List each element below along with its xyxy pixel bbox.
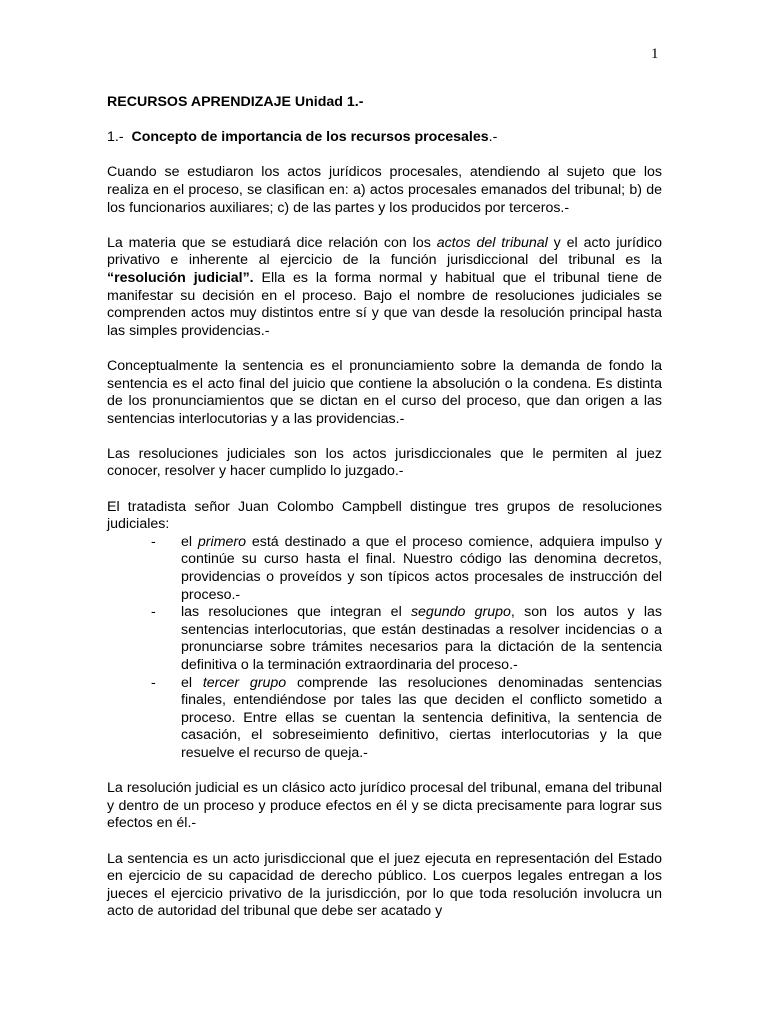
section-title-text: Concepto de importancia de los recursos procesales [131, 129, 489, 146]
list-dash: - [151, 533, 156, 550]
page-number: 1 [651, 46, 659, 62]
emphasis-primero: primero [197, 533, 247, 550]
emphasis-segundo-grupo: segundo grupo [410, 604, 511, 621]
paragraph-resoluciones-actos: Las resoluciones judiciales son los actos jurisdiccionales que le permiten al juez conocer, resolver y hacer cumplido lo juzgado.- [107, 445, 662, 480]
list-item [107, 604, 662, 674]
text-run: las resoluciones que integran el [181, 604, 411, 621]
emphasis-actos-del-tribunal: actos del tribunal [436, 234, 548, 251]
emphasis-resolucion-judicial: “resolución judicial”. [107, 269, 254, 286]
list-item [107, 675, 662, 763]
text-run: y el acto jurídico privativo e inherente al ejercicio de la función jurisdiccional del tribunal es la [107, 234, 662, 269]
text-run: el [181, 674, 203, 691]
text-run: comprende las resoluciones denominadas sentencias finales, entendiéndose por tales las que deciden el conflicto sometido a proceso. Entre ellas se cuentan la sentencia definitiva, la sentencia de casación, el sobreseimiento definitivo, ciertas interlocutorias y la que resuelve el recurso de queja.- [181, 674, 662, 761]
text-run: está destinado a que el proceso comience, adquiera impulso y continúe su curso hasta el final. Nuestro código las denomina decretos, providencias o proveídos y son típicos actos procesales de instrucción del proceso.- [181, 533, 663, 603]
section-number: 1.- [107, 129, 124, 146]
paragraph-resolucion-acto-juridico: La resolución judicial es un clásico acto jurídico procesal del tribunal, emana del tribunal y dentro de un proceso y produce efectos en él y se dicta precisamente para lograr sus efectos en él.- [107, 780, 662, 832]
text-run: , son los autos y las sentencias interlocutorias, que están destinadas a resolver incidencias o a pronunciarse sobre trámites necesarios para la dictación de la sentencia definitiva o la terminación extraordinaria del proceso.- [181, 604, 662, 673]
resoluciones-groups-list [107, 534, 662, 763]
document-heading: RECURSOS APRENDIZAJE Unidad 1.- [107, 94, 364, 110]
paragraph-actos-procesales: Cuando se estudiaron los actos jurídicos procesales, atendiendo al sujeto que los realiza en el proceso, se clasifican en: a) actos procesales emanados del tribunal; b) de los funcionarios auxiliares; c) de las partes y los producidos por terceros.- [107, 164, 662, 216]
list-dash: - [151, 674, 156, 691]
text-run: Ella es la forma normal y habitual que el tribunal tiene de manifestar su decisión en el proceso. Bajo el nombre de resoluciones judiciales se comprenden actos muy distintos entre sí y que van desde la resolución principal hasta las simples providencias.- [107, 269, 662, 339]
paragraph-colombo-campbell: El tratadista señor Juan Colombo Campbell distingue tres grupos de resoluciones judiciales: [107, 498, 662, 533]
document-body [107, 94, 662, 939]
text-run: La materia que se estudiará dice relación con los [107, 234, 437, 251]
paragraph-resolucion-judicial [107, 235, 662, 341]
list-dash: - [151, 604, 156, 621]
paragraph-sentencia-jurisdiccional: La sentencia es un acto jurisdiccional que el juez ejecuta en representación del Estado en ejercicio de su capacidad de derecho público. Los cuerpos legales entregan a los jueces el ejercicio privativo de la jurisdicción, por lo que toda resolución involucra un acto de autoridad del tribunal que debe ser acatado y [107, 850, 662, 920]
section-title [107, 129, 662, 147]
paragraph-sentencia-concepto: Conceptualmente la sentencia es el pronunciamiento sobre la demanda de fondo la sentencia es el acto final del juicio que contiene la absolución o la condena. Es distinta de los pronunciamientos que se dictan en el curso del proceso, que dan origen a las sentencias interlocutorias y a las providencias.- [107, 357, 662, 427]
emphasis-tercer-grupo: tercer grupo [202, 674, 287, 691]
list-item [107, 534, 662, 604]
text-run: el [181, 533, 198, 550]
section-title-suffix: .- [488, 129, 498, 146]
